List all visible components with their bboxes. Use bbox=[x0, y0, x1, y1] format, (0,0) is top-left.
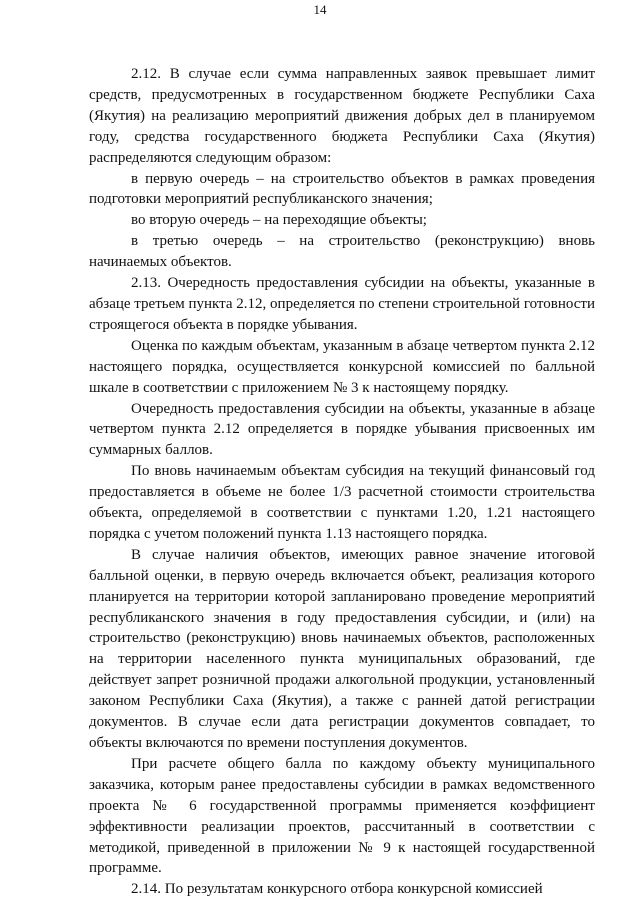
paragraph-new-objects: По вновь начинаемым объектам субсидия на текущий финансовый год предоставляется в объеме не более 1/3 расчетной стоимости строительства объекта, определяемой в соответствии с пунктами 1.20, 1.21 настоящего порядка с учетом положений пункта 1.13 настоящего порядка. bbox=[89, 463, 595, 542]
page-number: 14 bbox=[313, 2, 327, 17]
paragraph-coefficient: При расчете общего балла по каждому объекту муниципального заказчика, которым ранее предоставлены субсидии в рамках ведомственного проекта № 6 государственной программы применяется коэффициент эффективности реализации проектов, рассчитанный в соответствии с методикой, приведенной в приложении № 9 к настоящей государственной программе. bbox=[89, 755, 595, 877]
paragraph-2-14: 2.14. По результатам конкурсного отбора конкурсной комиссией bbox=[131, 881, 543, 898]
paragraph-first-priority: в первую очередь – на строительство объектов в рамках проведения подготовки мероприятий республиканского значения; bbox=[89, 170, 595, 208]
paragraph-third-priority: в третью очередь – на строительство (реконструкцию) вновь начинаемых объектов. bbox=[89, 233, 595, 271]
document-body bbox=[89, 64, 595, 900]
paragraph-second-priority: во вторую очередь – на переходящие объекты; bbox=[131, 212, 427, 229]
paragraph-equal-score: В случае наличия объектов, имеющих равное значение итоговой балльной оценки, в первую очередь включается объект, реализация которого планируется на территории которой запланировано проведение мероприятий республиканского значения в году предоставления субсидии, и (или) на строительство (реконструкцию) вновь начинаемых объектов, расположенных на территории населенного пункта муниципальных образований, где действует запрет розничной продажи алкогольной продукции, установленный законом Республики Саха (Якутия), а также с ранней датой регистрации документов. В случае если дата регистрации документов совпадает, то объекты включаются по времени поступления документов. bbox=[89, 546, 595, 751]
paragraph-2-13: 2.13. Очередность предоставления субсидии на объекты, указанные в абзаце третьем пункта 2.12, определяется по степени строительной готовности строящегося объекта в порядке убывания. bbox=[89, 275, 595, 333]
paragraph-score-order: Очередность предоставления субсидии на объекты, указанные в абзаце четвертом пункта 2.12 определяется в порядке убывания присвоенных им суммарных баллов. bbox=[89, 400, 595, 459]
paragraph-2-12: 2.12. В случае если сумма направленных заявок превышает лимит средств, предусмотренных в государственном бюджете Республики Саха (Якутия) на реализацию мероприятий движения добрых дел в планируемом году, средства государственного бюджета Республики Саха (Якутия) распределяются следующим образом: bbox=[89, 66, 595, 166]
paragraph-scoring: Оценка по каждым объектам, указанным в абзаце четвертом пункта 2.12 настоящего порядка, осуществляется конкурсной комиссией по балльной шкале в соответствии с приложением № 3 к настоящему порядку. bbox=[89, 337, 595, 396]
